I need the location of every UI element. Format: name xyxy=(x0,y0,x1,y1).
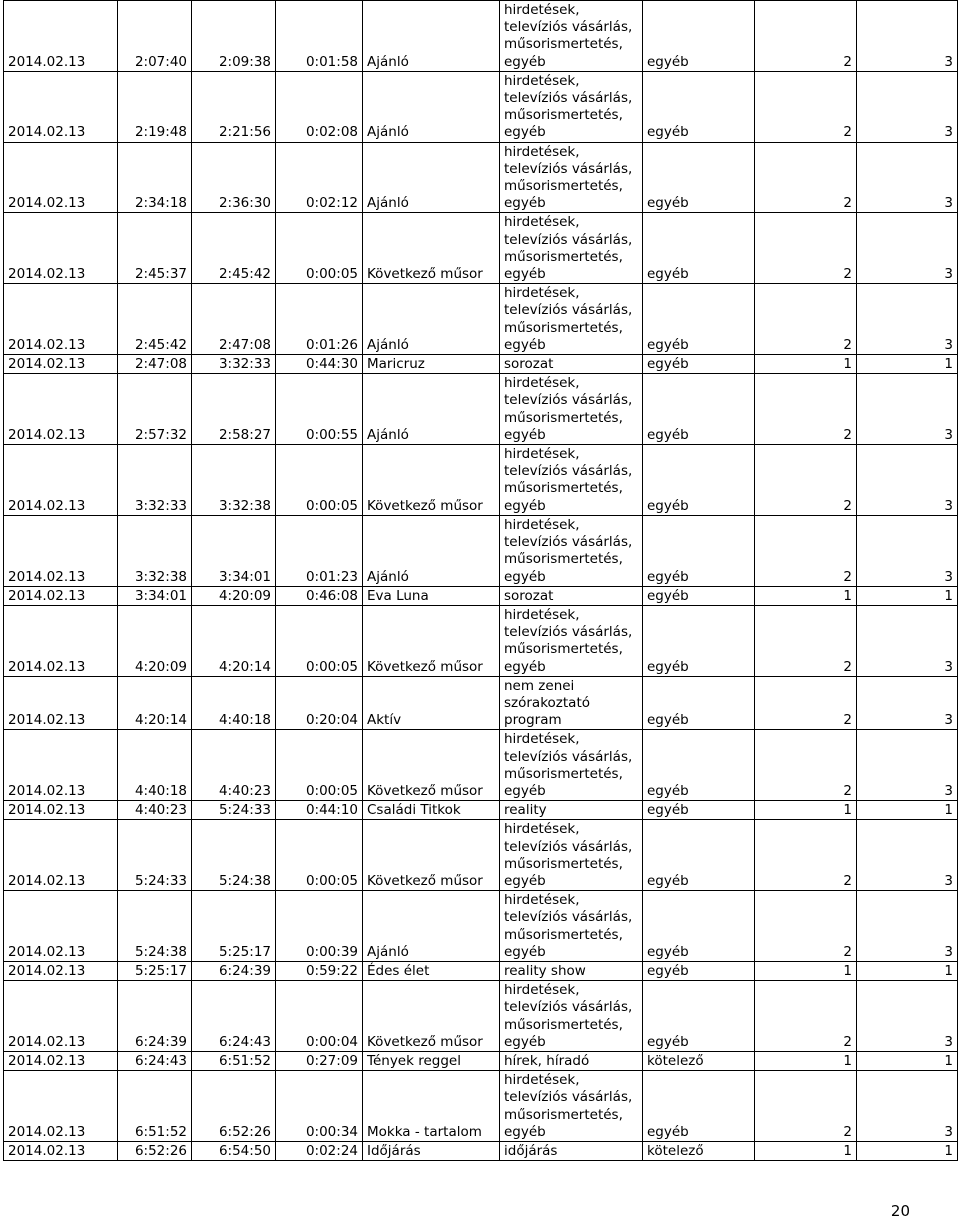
end-time-cell: 2:58:27 xyxy=(192,374,276,445)
date-cell: 2014.02.13 xyxy=(4,730,118,801)
date-cell: 2014.02.13 xyxy=(4,213,118,284)
duration-cell: 0:20:04 xyxy=(276,676,363,730)
code2-cell: 3 xyxy=(857,1071,958,1142)
date-cell: 2014.02.13 xyxy=(4,445,118,516)
end-time-cell: 6:51:52 xyxy=(192,1051,276,1070)
start-time-cell: 2:45:37 xyxy=(118,213,192,284)
end-time-cell: 5:24:38 xyxy=(192,820,276,891)
code1-cell: 2 xyxy=(755,142,857,213)
code1-cell: 2 xyxy=(755,676,857,730)
table-row xyxy=(4,1,958,72)
genre-cell: hirdetések, televíziós vásárlás, műsorismertetés, egyéb xyxy=(500,605,643,676)
end-time-cell: 3:32:33 xyxy=(192,355,276,374)
category-cell: egyéb xyxy=(643,586,755,605)
category-cell: egyéb xyxy=(643,284,755,355)
code2-cell: 1 xyxy=(857,355,958,374)
duration-cell: 0:00:39 xyxy=(276,891,363,962)
category-cell: egyéb xyxy=(643,71,755,142)
code2-cell: 3 xyxy=(857,891,958,962)
genre-cell: hirdetések, televíziós vásárlás, műsorismertetés, egyéb xyxy=(500,891,643,962)
code2-cell: 1 xyxy=(857,586,958,605)
end-time-cell: 4:40:23 xyxy=(192,730,276,801)
end-time-cell: 5:24:33 xyxy=(192,801,276,820)
date-cell: 2014.02.13 xyxy=(4,515,118,586)
code2-cell: 3 xyxy=(857,142,958,213)
program-title-cell: Családi Titkok xyxy=(363,801,500,820)
duration-cell: 0:01:23 xyxy=(276,515,363,586)
date-cell: 2014.02.13 xyxy=(4,142,118,213)
program-title-cell: Aktív xyxy=(363,676,500,730)
duration-cell: 0:00:05 xyxy=(276,730,363,801)
start-time-cell: 2:45:42 xyxy=(118,284,192,355)
start-time-cell: 2:57:32 xyxy=(118,374,192,445)
code1-cell: 2 xyxy=(755,213,857,284)
category-cell: egyéb xyxy=(643,801,755,820)
end-time-cell: 2:47:08 xyxy=(192,284,276,355)
end-time-cell: 6:52:26 xyxy=(192,1071,276,1142)
code1-cell: 1 xyxy=(755,961,857,980)
date-cell: 2014.02.13 xyxy=(4,961,118,980)
start-time-cell: 3:34:01 xyxy=(118,586,192,605)
category-cell: egyéb xyxy=(643,730,755,801)
code1-cell: 1 xyxy=(755,1142,857,1161)
start-time-cell: 4:40:18 xyxy=(118,730,192,801)
date-cell: 2014.02.13 xyxy=(4,605,118,676)
start-time-cell: 2:19:48 xyxy=(118,71,192,142)
code1-cell: 2 xyxy=(755,284,857,355)
duration-cell: 0:27:09 xyxy=(276,1051,363,1070)
end-time-cell: 2:09:38 xyxy=(192,1,276,72)
code2-cell: 3 xyxy=(857,515,958,586)
code1-cell: 2 xyxy=(755,820,857,891)
duration-cell: 0:00:55 xyxy=(276,374,363,445)
genre-cell: időjárás xyxy=(500,1142,643,1161)
category-cell: egyéb xyxy=(643,355,755,374)
code1-cell: 2 xyxy=(755,730,857,801)
genre-cell: hirdetések, televíziós vásárlás, műsorismertetés, egyéb xyxy=(500,71,643,142)
start-time-cell: 4:40:23 xyxy=(118,801,192,820)
program-title-cell: Ajánló xyxy=(363,515,500,586)
code2-cell: 3 xyxy=(857,374,958,445)
code2-cell: 1 xyxy=(857,1142,958,1161)
duration-cell: 0:00:05 xyxy=(276,605,363,676)
start-time-cell: 2:34:18 xyxy=(118,142,192,213)
code1-cell: 2 xyxy=(755,445,857,516)
table-row xyxy=(4,676,958,730)
code2-cell: 3 xyxy=(857,981,958,1052)
end-time-cell: 6:24:43 xyxy=(192,981,276,1052)
duration-cell: 0:44:10 xyxy=(276,801,363,820)
end-time-cell: 5:25:17 xyxy=(192,891,276,962)
program-title-cell: Eva Luna xyxy=(363,586,500,605)
end-time-cell: 4:40:18 xyxy=(192,676,276,730)
program-title-cell: Ajánló xyxy=(363,1,500,72)
code1-cell: 2 xyxy=(755,1071,857,1142)
program-title-cell: Édes élet xyxy=(363,961,500,980)
table-row xyxy=(4,891,958,962)
code2-cell: 3 xyxy=(857,213,958,284)
genre-cell: hirdetések, televíziós vásárlás, műsorismertetés, egyéb xyxy=(500,515,643,586)
table-row xyxy=(4,142,958,213)
date-cell: 2014.02.13 xyxy=(4,891,118,962)
end-time-cell: 3:32:38 xyxy=(192,445,276,516)
code2-cell: 1 xyxy=(857,1051,958,1070)
code1-cell: 2 xyxy=(755,71,857,142)
category-cell: egyéb xyxy=(643,961,755,980)
category-cell: egyéb xyxy=(643,142,755,213)
duration-cell: 0:00:05 xyxy=(276,213,363,284)
genre-cell: hirdetések, televíziós vásárlás, műsorismertetés, egyéb xyxy=(500,142,643,213)
table-row xyxy=(4,1051,958,1070)
table-row xyxy=(4,961,958,980)
program-title-cell: Következő műsor xyxy=(363,445,500,516)
program-title-cell: Tények reggel xyxy=(363,1051,500,1070)
program-title-cell: Ajánló xyxy=(363,374,500,445)
table-row xyxy=(4,801,958,820)
table-row xyxy=(4,981,958,1052)
program-title-cell: Következő műsor xyxy=(363,213,500,284)
category-cell: egyéb xyxy=(643,1071,755,1142)
code2-cell: 1 xyxy=(857,801,958,820)
date-cell: 2014.02.13 xyxy=(4,981,118,1052)
date-cell: 2014.02.13 xyxy=(4,586,118,605)
duration-cell: 0:02:08 xyxy=(276,71,363,142)
program-title-cell: Következő műsor xyxy=(363,605,500,676)
end-time-cell: 6:24:39 xyxy=(192,961,276,980)
code2-cell: 3 xyxy=(857,730,958,801)
table-row xyxy=(4,445,958,516)
code2-cell: 3 xyxy=(857,820,958,891)
duration-cell: 0:00:05 xyxy=(276,445,363,516)
program-title-cell: Ajánló xyxy=(363,891,500,962)
category-cell: egyéb xyxy=(643,374,755,445)
code2-cell: 3 xyxy=(857,1,958,72)
start-time-cell: 4:20:09 xyxy=(118,605,192,676)
genre-cell: nem zenei szórakoztató program xyxy=(500,676,643,730)
program-title-cell: Következő műsor xyxy=(363,820,500,891)
start-time-cell: 5:24:33 xyxy=(118,820,192,891)
program-title-cell: Ajánló xyxy=(363,71,500,142)
program-title-cell: Következő műsor xyxy=(363,730,500,801)
duration-cell: 0:01:58 xyxy=(276,1,363,72)
genre-cell: hirdetések, televíziós vásárlás, műsorismertetés, egyéb xyxy=(500,981,643,1052)
code1-cell: 1 xyxy=(755,1051,857,1070)
start-time-cell: 2:47:08 xyxy=(118,355,192,374)
genre-cell: hirdetések, televíziós vásárlás, műsorismertetés, egyéb xyxy=(500,374,643,445)
end-time-cell: 6:54:50 xyxy=(192,1142,276,1161)
program-title-cell: Időjárás xyxy=(363,1142,500,1161)
category-cell: egyéb xyxy=(643,515,755,586)
start-time-cell: 2:07:40 xyxy=(118,1,192,72)
code1-cell: 1 xyxy=(755,586,857,605)
duration-cell: 0:02:12 xyxy=(276,142,363,213)
date-cell: 2014.02.13 xyxy=(4,1,118,72)
duration-cell: 0:01:26 xyxy=(276,284,363,355)
table-row xyxy=(4,71,958,142)
program-title-cell: Maricruz xyxy=(363,355,500,374)
code1-cell: 1 xyxy=(755,355,857,374)
category-cell: egyéb xyxy=(643,213,755,284)
code2-cell: 3 xyxy=(857,71,958,142)
start-time-cell: 6:24:39 xyxy=(118,981,192,1052)
date-cell: 2014.02.13 xyxy=(4,801,118,820)
end-time-cell: 2:36:30 xyxy=(192,142,276,213)
code2-cell: 3 xyxy=(857,284,958,355)
category-cell: egyéb xyxy=(643,891,755,962)
date-cell: 2014.02.13 xyxy=(4,1051,118,1070)
duration-cell: 0:00:34 xyxy=(276,1071,363,1142)
end-time-cell: 2:21:56 xyxy=(192,71,276,142)
table-row xyxy=(4,374,958,445)
genre-cell: reality xyxy=(500,801,643,820)
start-time-cell: 5:24:38 xyxy=(118,891,192,962)
date-cell: 2014.02.13 xyxy=(4,284,118,355)
start-time-cell: 3:32:38 xyxy=(118,515,192,586)
end-time-cell: 4:20:09 xyxy=(192,586,276,605)
genre-cell: hirdetések, televíziós vásárlás, műsorismertetés, egyéb xyxy=(500,1071,643,1142)
code1-cell: 2 xyxy=(755,605,857,676)
duration-cell: 0:59:22 xyxy=(276,961,363,980)
table-row xyxy=(4,730,958,801)
category-cell: egyéb xyxy=(643,981,755,1052)
genre-cell: hirdetések, televíziós vásárlás, műsorismertetés, egyéb xyxy=(500,1,643,72)
category-cell: kötelező xyxy=(643,1142,755,1161)
code1-cell: 2 xyxy=(755,374,857,445)
program-title-cell: Ajánló xyxy=(363,142,500,213)
program-title-cell: Ajánló xyxy=(363,284,500,355)
genre-cell: reality show xyxy=(500,961,643,980)
duration-cell: 0:02:24 xyxy=(276,1142,363,1161)
genre-cell: hirdetések, televíziós vásárlás, műsorismertetés, egyéb xyxy=(500,730,643,801)
start-time-cell: 3:32:33 xyxy=(118,445,192,516)
code2-cell: 3 xyxy=(857,445,958,516)
category-cell: egyéb xyxy=(643,605,755,676)
start-time-cell: 6:52:26 xyxy=(118,1142,192,1161)
end-time-cell: 4:20:14 xyxy=(192,605,276,676)
date-cell: 2014.02.13 xyxy=(4,820,118,891)
table-row xyxy=(4,213,958,284)
table-row xyxy=(4,605,958,676)
start-time-cell: 5:25:17 xyxy=(118,961,192,980)
genre-cell: sorozat xyxy=(500,586,643,605)
genre-cell: sorozat xyxy=(500,355,643,374)
start-time-cell: 6:24:43 xyxy=(118,1051,192,1070)
category-cell: egyéb xyxy=(643,1,755,72)
duration-cell: 0:44:30 xyxy=(276,355,363,374)
code1-cell: 2 xyxy=(755,981,857,1052)
date-cell: 2014.02.13 xyxy=(4,355,118,374)
table-row xyxy=(4,586,958,605)
genre-cell: hirdetések, televíziós vásárlás, műsorismertetés, egyéb xyxy=(500,284,643,355)
category-cell: kötelező xyxy=(643,1051,755,1070)
duration-cell: 0:00:04 xyxy=(276,981,363,1052)
duration-cell: 0:00:05 xyxy=(276,820,363,891)
date-cell: 2014.02.13 xyxy=(4,374,118,445)
table-row xyxy=(4,284,958,355)
start-time-cell: 6:51:52 xyxy=(118,1071,192,1142)
program-title-cell: Mokka - tartalom xyxy=(363,1071,500,1142)
table-row xyxy=(4,1071,958,1142)
code1-cell: 1 xyxy=(755,801,857,820)
table-body xyxy=(4,1,958,1161)
table-row xyxy=(4,355,958,374)
page-number: 20 xyxy=(890,1202,910,1220)
code2-cell: 1 xyxy=(857,961,958,980)
table-row xyxy=(4,820,958,891)
date-cell: 2014.02.13 xyxy=(4,71,118,142)
genre-cell: hirdetések, televíziós vásárlás, műsorismertetés, egyéb xyxy=(500,820,643,891)
category-cell: egyéb xyxy=(643,820,755,891)
code2-cell: 3 xyxy=(857,605,958,676)
table-row xyxy=(4,1142,958,1161)
start-time-cell: 4:20:14 xyxy=(118,676,192,730)
duration-cell: 0:46:08 xyxy=(276,586,363,605)
genre-cell: hírek, híradó xyxy=(500,1051,643,1070)
code2-cell: 3 xyxy=(857,676,958,730)
table-row xyxy=(4,515,958,586)
date-cell: 2014.02.13 xyxy=(4,676,118,730)
code1-cell: 2 xyxy=(755,515,857,586)
category-cell: egyéb xyxy=(643,445,755,516)
program-title-cell: Következő műsor xyxy=(363,981,500,1052)
end-time-cell: 3:34:01 xyxy=(192,515,276,586)
code1-cell: 2 xyxy=(755,891,857,962)
date-cell: 2014.02.13 xyxy=(4,1071,118,1142)
genre-cell: hirdetések, televíziós vásárlás, műsorismertetés, egyéb xyxy=(500,213,643,284)
date-cell: 2014.02.13 xyxy=(4,1142,118,1161)
category-cell: egyéb xyxy=(643,676,755,730)
end-time-cell: 2:45:42 xyxy=(192,213,276,284)
code1-cell: 2 xyxy=(755,1,857,72)
genre-cell: hirdetések, televíziós vásárlás, műsorismertetés, egyéb xyxy=(500,445,643,516)
broadcast-log-table xyxy=(3,0,958,1161)
